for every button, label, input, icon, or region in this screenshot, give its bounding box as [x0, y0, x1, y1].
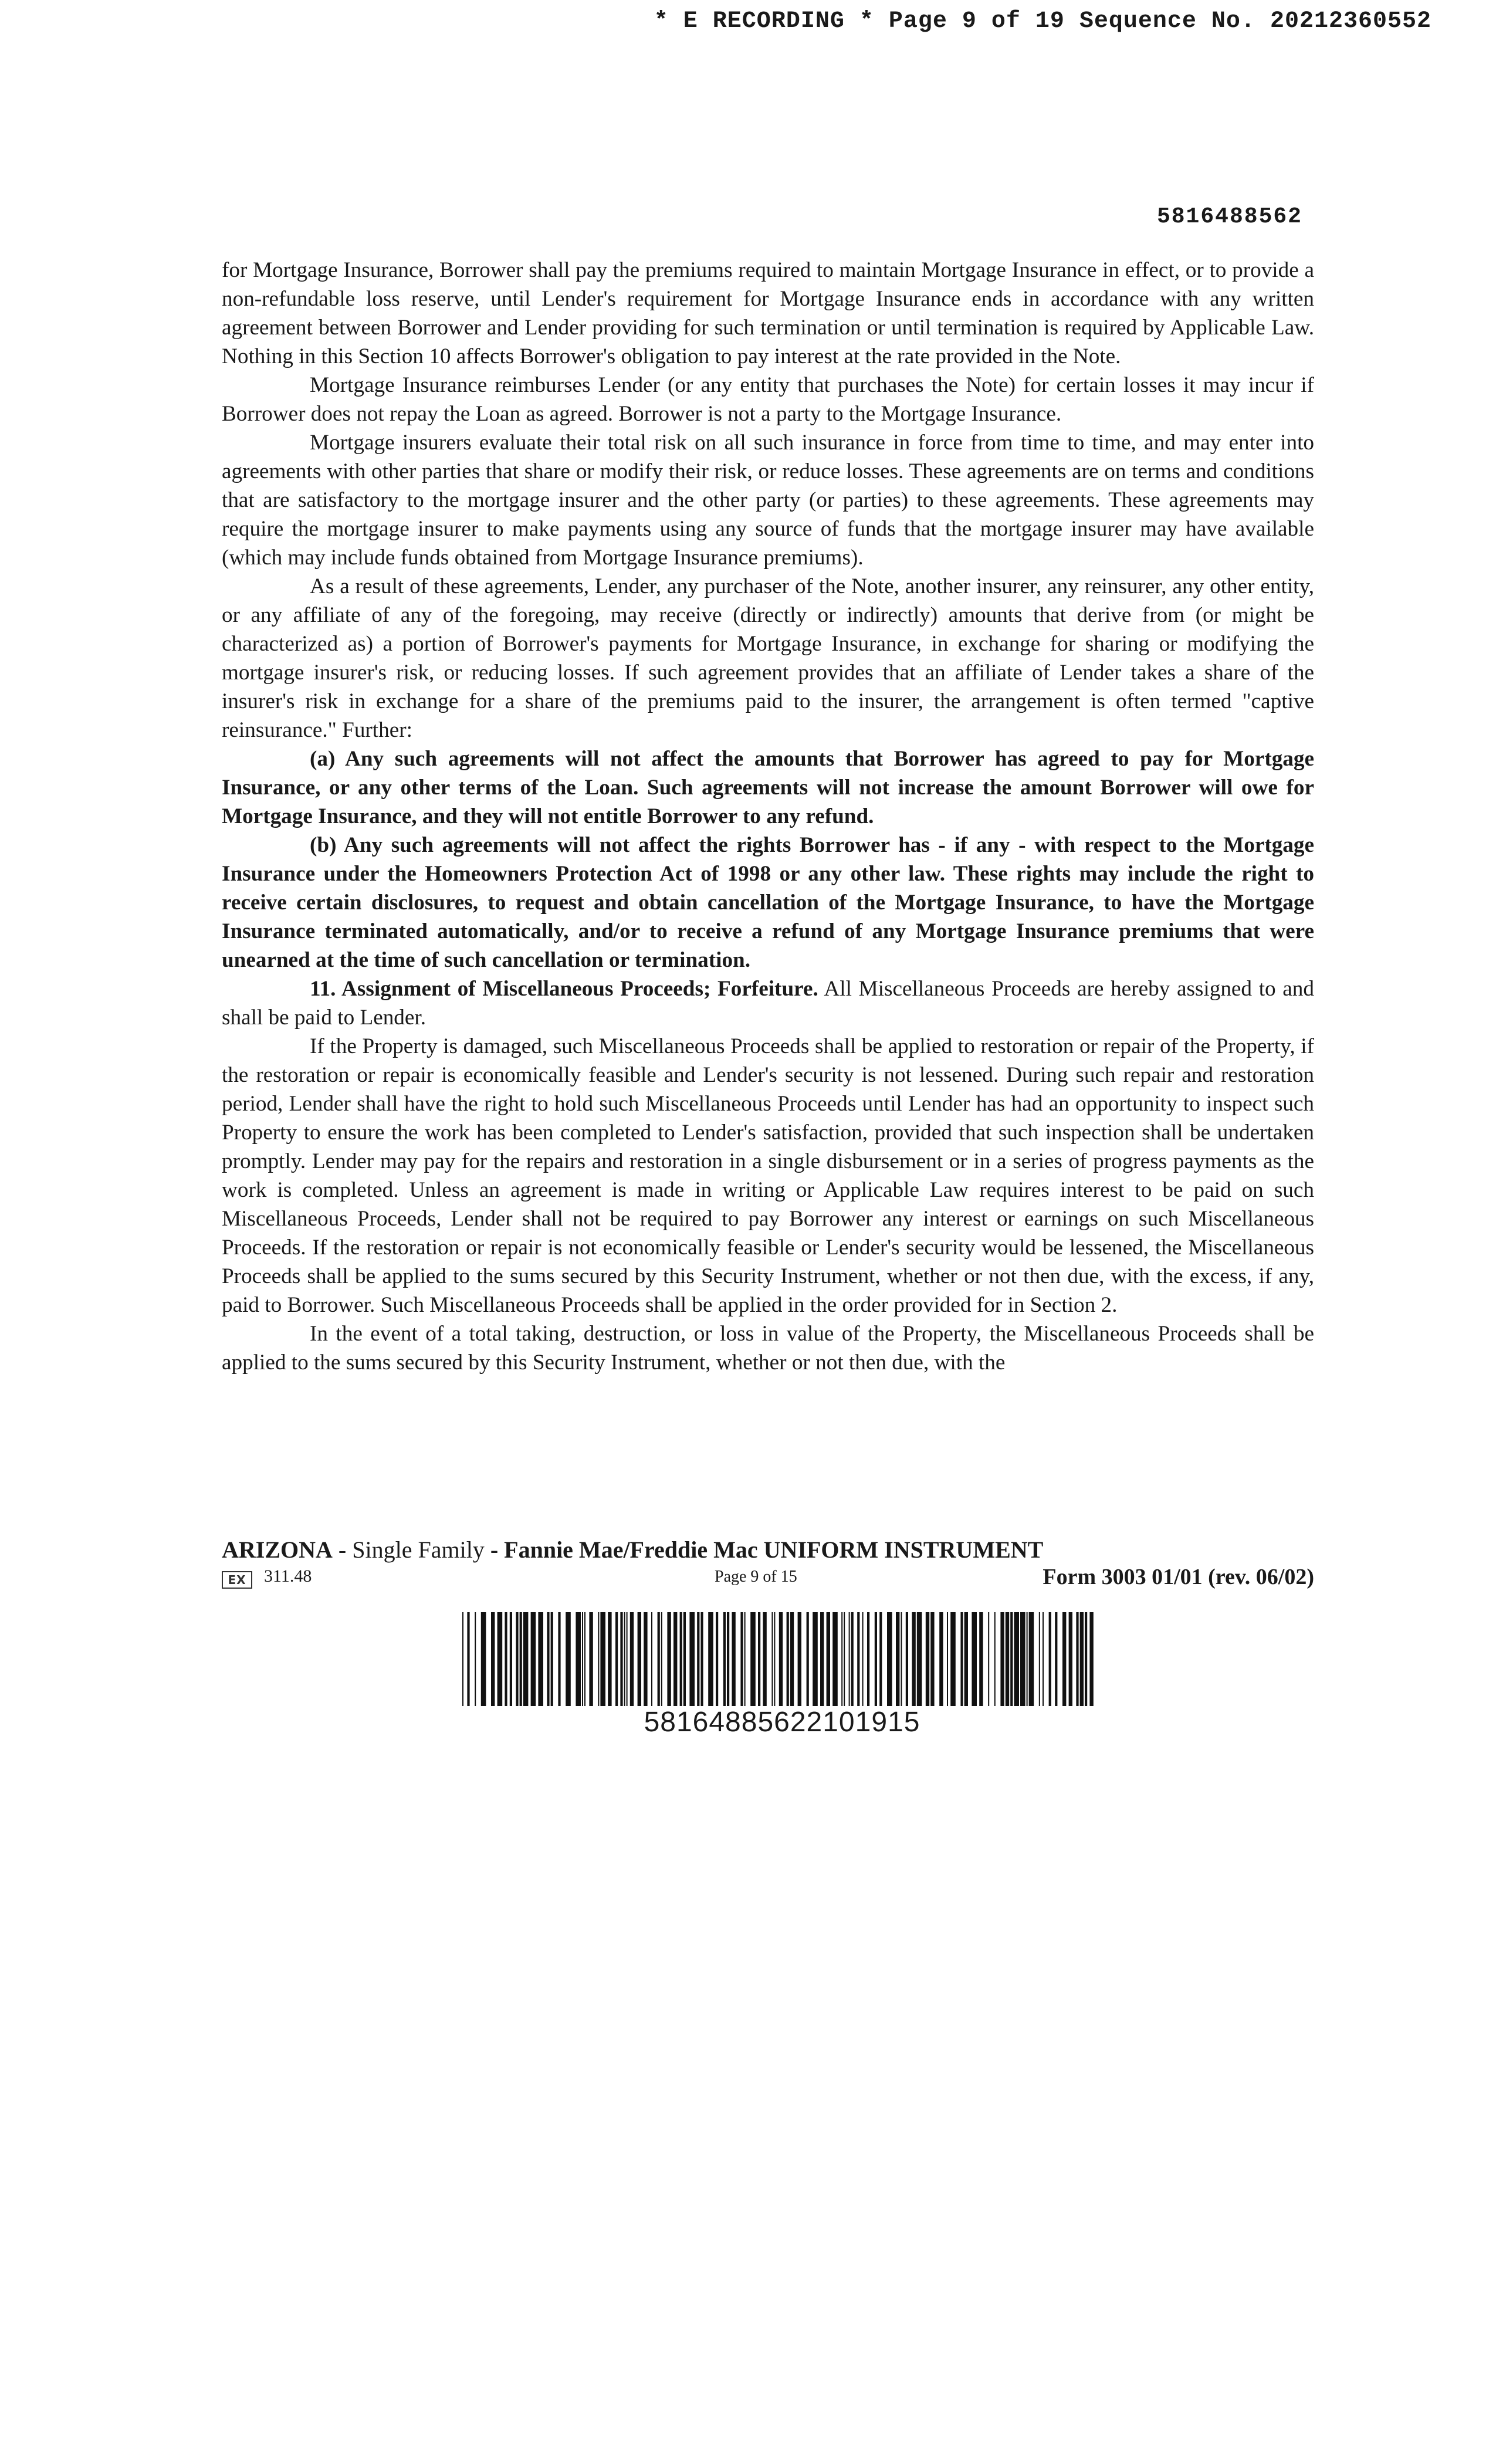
barcode-bar — [763, 1612, 766, 1706]
section-11 — [222, 974, 1314, 1032]
barcode-bar — [1000, 1612, 1004, 1706]
barcode-bar — [1039, 1612, 1040, 1706]
barcode-bar — [827, 1612, 830, 1706]
barcode-bar — [960, 1612, 963, 1706]
barcode-bar — [651, 1612, 652, 1706]
barcode-bar — [790, 1612, 794, 1706]
barcode-bar — [630, 1612, 634, 1706]
barcode-bar — [667, 1612, 671, 1706]
barcode-bar — [491, 1612, 495, 1706]
barcode-bar — [774, 1612, 775, 1706]
footer-instrument: Fannie Mae/Freddie Mac UNIFORM INSTRUMENT — [504, 1536, 1044, 1563]
barcode-bar — [744, 1612, 746, 1706]
barcode-bar — [708, 1612, 713, 1706]
barcode-bar — [875, 1612, 877, 1706]
barcode-bar — [658, 1612, 660, 1706]
barcode-bar — [1029, 1612, 1034, 1706]
barcode-bar — [673, 1612, 677, 1706]
paragraph-mi-insurers: Mortgage insurers evaluate their total risk on all such insurance in force from time to time, and may enter into agreements with other parties that share or modify their risk, or reduce losses. These agreements are on terms and conditions that are satisfactory to the mortgage insurer and the other party (or parties) to these agreements. These agreements may require the mortgage insurer to make payments using any source of funds that the mortgage insurer may have available (which may include funds obtained from Mortgage Insurance premiums). — [222, 431, 1314, 570]
barcode-bar — [1055, 1612, 1057, 1706]
ex-logo-icon: EX — [222, 1571, 252, 1589]
barcode-bar — [820, 1612, 824, 1706]
barcode-bar — [906, 1612, 908, 1706]
barcode-bar — [505, 1612, 507, 1706]
barcode-bar — [849, 1612, 850, 1706]
barcode-bar — [538, 1612, 543, 1706]
barcode-bar — [1069, 1612, 1072, 1706]
barcode-bar — [589, 1612, 593, 1706]
barcode-bar — [576, 1612, 581, 1706]
barcode-bar — [887, 1612, 892, 1706]
section-11-heading: 11. Assignment of Miscellaneous Proceeds; Forfeiture. — [310, 977, 818, 1001]
barcode-bar — [1027, 1612, 1028, 1706]
barcode-bar — [600, 1612, 605, 1706]
barcode-bar — [813, 1612, 818, 1706]
footer-separator: - — [332, 1536, 353, 1563]
barcode-bar — [462, 1612, 463, 1706]
barcode — [462, 1612, 1102, 1706]
barcode-bar — [510, 1612, 512, 1706]
barcode-bar — [879, 1612, 882, 1706]
barcode-digits: 58164885622101915 — [644, 1707, 920, 1738]
barcode-bar — [551, 1612, 553, 1706]
loan-number: 5816488562 — [1156, 204, 1302, 229]
barcode-bar — [950, 1612, 956, 1706]
barcode-bar — [844, 1612, 845, 1706]
paragraph-mi-agreements: As a result of these agreements, Lender, any purchaser of the Note, another insurer, any reinsurer, any other entity, or any affiliate of any of the foregoing, may receive (directly or indirectly) amounts that derive from (or might be characterized as) a portion of Borrower's payments for Mortgage Insurance, in exchange for sharing or modifying the mortgage insurer's risk, or reducing losses. If such agreement provides that an affiliate of Lender takes a share of the insurer's risk in exchange for a share of the premiums paid to the insurer, the arrangement is often termed "captive reinsurance." Further: — [222, 574, 1314, 742]
barcode-bar — [1062, 1612, 1066, 1706]
barcode-bar — [979, 1612, 983, 1706]
barcode-bar — [798, 1612, 801, 1706]
footer-state: ARIZONA — [222, 1536, 333, 1563]
paragraph-clause-b: (b) Any such agreements will not affect the rights Borrower has - if any - with respect to the Mortgage Insurance under the Homeowners Protection Act of 1998 or any other law. These rights may include the right to receive certain disclosures, to request and obtain cancellation of the Mortgage Insurance, to have the Mortgage Insurance terminated automatically, and/or to receive a refund of any Mortgage Insurance premiums that were unearned at the time of such cancellation or termination. — [222, 833, 1314, 972]
form-code: 311.48 — [264, 1566, 312, 1586]
barcode-bar — [716, 1612, 718, 1706]
barcode-bar — [994, 1612, 996, 1706]
section-11-text: All Miscellaneous Proceeds are hereby assigned to and shall be paid to Lender. — [222, 977, 1314, 1030]
barcode-bar — [558, 1612, 560, 1706]
barcode-bar — [689, 1612, 695, 1706]
barcode-bar — [727, 1612, 729, 1706]
barcode-bar — [582, 1612, 583, 1706]
barcode-bar — [926, 1612, 929, 1706]
barcode-bar — [516, 1612, 518, 1706]
barcode-bar — [531, 1612, 536, 1706]
barcode-bar — [787, 1612, 789, 1706]
barcode-bar — [972, 1612, 977, 1706]
barcode-bar — [723, 1612, 726, 1706]
barcode-bar — [620, 1612, 622, 1706]
barcode-bar — [1049, 1612, 1051, 1706]
footer-instrument-title — [222, 1536, 1043, 1563]
barcode-bar — [1076, 1612, 1078, 1706]
barcode-icon — [462, 1612, 1102, 1706]
barcode-bar — [644, 1612, 647, 1706]
barcode-bar — [700, 1612, 703, 1706]
paragraph-mi-reimburses: Mortgage Insurance reimburses Lender (or any entity that purchases the Note) for certain losses it may incur if Borrower does not repay the Loan as agreed. Borrower is not a party to the Mortgage Insurance. — [222, 373, 1314, 426]
barcode-bar — [851, 1612, 854, 1706]
barcode-bar — [598, 1612, 599, 1706]
paragraph-property-damaged: If the Property is damaged, such Miscellaneous Proceeds shall be applied to restoration or repair of the Property, if the restoration or repair is economically feasible and Lender's security is not lessened. During such repair and restoration period, Lender shall have the right to hold such Miscellaneous Proceeds until Lender has had an opportunity to inspect such Property to ensure the work has been completed to Lender's satisfaction, provided that such inspection shall be undertaken promptly. Lender may pay for the repairs and restoration in a single disbursement or in a series of progress payments as the work is completed. Unless an agreement is made in writing or Applicable Law requires interest to be paid on such Miscellaneous Proceeds, Lender shall not be required to pay Borrower any interest or earnings on such Miscellaneous Proceeds. If the restoration or repair is not economically feasible or Lender's security would be lessened, the Miscellaneous Proceeds shall be applied to the sums secured by this Security Instrument, whether or not then due, with the excess, if any, paid to Borrower. Such Miscellaneous Proceeds shall be applied in the order provided for in Section 2. — [222, 1034, 1314, 1317]
barcode-bar — [1085, 1612, 1087, 1706]
barcode-bar — [497, 1612, 503, 1706]
barcode-bar — [1006, 1612, 1009, 1706]
barcode-bar — [624, 1612, 625, 1706]
page-number: Page 9 of 15 — [715, 1568, 797, 1586]
barcode-bar — [584, 1612, 585, 1706]
barcode-bar — [930, 1612, 934, 1706]
barcode-bar — [732, 1612, 735, 1706]
barcode-bar — [939, 1612, 943, 1706]
recording-header: * E RECORDING * Page 9 of 19 Sequence No. 20212360552 — [654, 8, 1431, 35]
barcode-bar — [857, 1612, 859, 1706]
barcode-bar — [750, 1612, 756, 1706]
barcode-bar — [771, 1612, 773, 1706]
barcode-bar — [758, 1612, 760, 1706]
paragraph-total-taking: In the event of a total taking, destruction, or loss in value of the Property, the Miscellaneous Proceeds shall be applied to the sums secured by this Security Instrument, whether or not then due, with the — [222, 1322, 1314, 1375]
footer-family: Single Family — [352, 1536, 485, 1563]
barcode-bar — [697, 1612, 699, 1706]
barcode-bar — [841, 1612, 842, 1706]
barcode-bar — [1014, 1612, 1019, 1706]
barcode-bar — [862, 1612, 864, 1706]
barcode-bar — [661, 1612, 662, 1706]
barcode-bar — [779, 1612, 783, 1706]
barcode-bar — [615, 1612, 618, 1706]
barcode-bar — [947, 1612, 948, 1706]
barcode-bar — [988, 1612, 989, 1706]
barcode-bar — [627, 1612, 628, 1706]
barcode-bar — [467, 1612, 469, 1706]
barcode-bar — [547, 1612, 549, 1706]
form-number: Form 3003 01/01 (rev. 06/02) — [1043, 1565, 1314, 1589]
barcode-bar — [1089, 1612, 1093, 1706]
barcode-bar — [566, 1612, 571, 1706]
barcode-bar — [912, 1612, 915, 1706]
paragraph-mortgage-insurance-continued: for Mortgage Insurance, Borrower shall pay the premiums required to maintain Mortgage Insurance in effect, or to provide a non-refundable loss reserve, until Lender's requirement for Mortgage Insurance ends in accordance with any written agreement between Borrower and Lender providing for such termination or until termination is required by Applicable Law. Nothing in this Section 10 affects Borrower's obligation to pay interest at the rate provided in the Note. — [222, 258, 1314, 368]
barcode-bar — [896, 1612, 899, 1706]
barcode-bar — [1010, 1612, 1013, 1706]
barcode-bar — [680, 1612, 682, 1706]
barcode-bar — [917, 1612, 922, 1706]
barcode-bar — [481, 1612, 486, 1706]
barcode-bar — [523, 1612, 529, 1706]
barcode-bar — [1080, 1612, 1084, 1706]
barcode-bar — [475, 1612, 476, 1706]
barcode-bar — [740, 1612, 743, 1706]
paragraph-clause-a: (a) Any such agreements will not affect the amounts that Borrower has agreed to pay for Mortgage Insurance, or any other terms of the Loan. Such agreements will not increase the amount Borrower will owe for Mortgage Insurance, and they will not entitle Borrower to any refund. — [222, 747, 1314, 828]
barcode-bar — [683, 1612, 686, 1706]
barcode-bar — [1043, 1612, 1044, 1706]
barcode-bar — [832, 1612, 838, 1706]
barcode-bar — [608, 1612, 611, 1706]
barcode-bar — [901, 1612, 902, 1706]
barcode-bar — [867, 1612, 869, 1706]
footer-separator: - — [484, 1536, 505, 1563]
barcode-bar — [807, 1612, 809, 1706]
barcode-bar — [520, 1612, 522, 1706]
footer-row — [222, 1566, 1314, 1593]
barcode-bar — [1020, 1612, 1025, 1706]
document-body — [222, 256, 1314, 1377]
barcode-bar — [964, 1612, 968, 1706]
barcode-bar — [638, 1612, 641, 1706]
